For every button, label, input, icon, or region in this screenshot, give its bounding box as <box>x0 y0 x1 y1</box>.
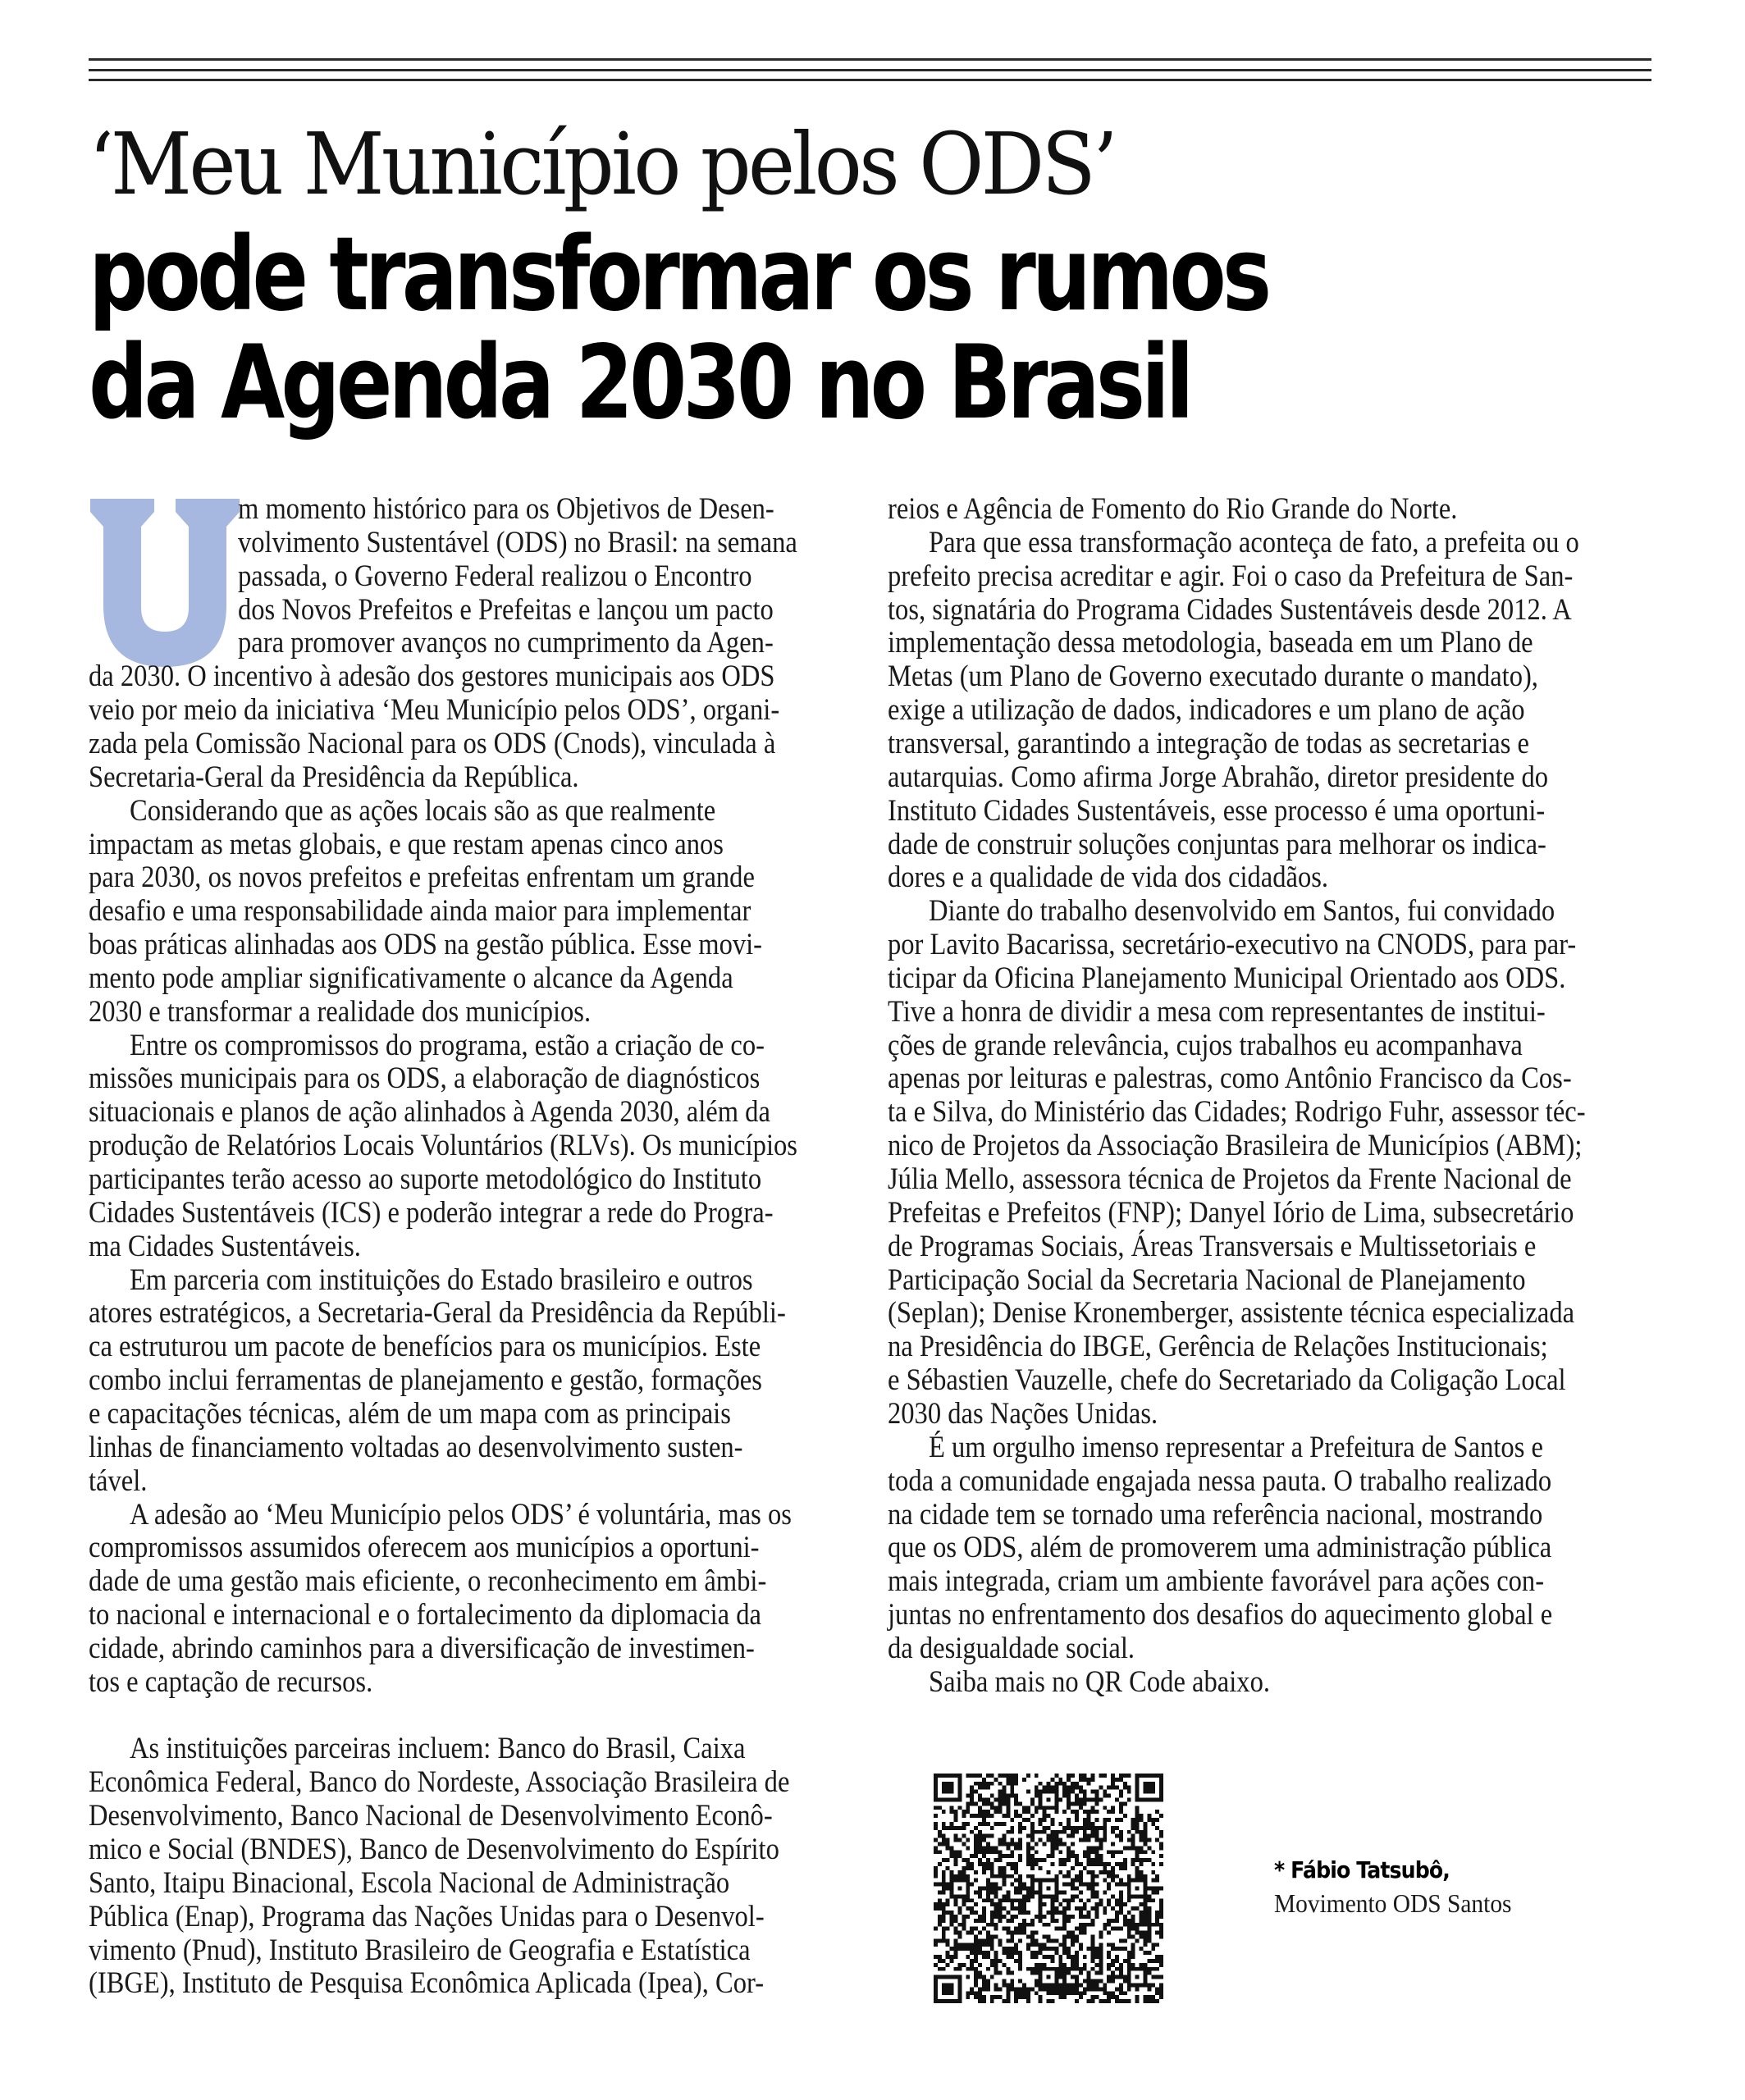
text-line: prefeito precisa acreditar e agir. Foi o caso da Prefeitura de San- <box>888 559 1574 593</box>
text-line: situacionais e planos de ação alinhados à Agenda 2030, além da <box>89 1095 770 1130</box>
text-line: passada, o Governo Federal realizou o Encontro <box>238 559 752 593</box>
text-line: produção de Relatórios Locais Voluntários (RLVs). Os municípios <box>89 1129 797 1163</box>
text-line: dade de uma gestão mais eficiente, o reconhecimento em âmbi- <box>89 1564 767 1599</box>
text-line: cidade, abrindo caminhos para a diversificação de investimen- <box>89 1631 755 1665</box>
text-line: (IBGE), Instituto de Pesquisa Econômica Aplicada (Ipea), Cor- <box>89 1966 765 2001</box>
text-line: missões municipais para os ODS, a elaboração de diagnósticos <box>89 1061 761 1096</box>
headline-line-3: da Agenda 2030 no Brasil <box>89 324 1190 442</box>
text-line: dores e a qualidade de vida dos cidadãos. <box>888 861 1329 895</box>
text-line: (Seplan); Denise Kronemberger, assistente técnica especializada <box>888 1296 1575 1331</box>
text-line: ções de grande relevância, cujos trabalhos eu acompanhava <box>888 1028 1523 1062</box>
text-line: ta e Silva, do Ministério das Cidades; Rodrigo Fuhr, assessor téc- <box>888 1095 1586 1130</box>
text-line: tável. <box>89 1463 148 1498</box>
text-line: ca estruturou um pacote de benefícios para os municípios. Este <box>89 1330 761 1364</box>
text-line: Instituto Cidades Sustentáveis, esse processo é uma oportuni- <box>888 793 1546 828</box>
text-line: volvimento Sustentável (ODS) no Brasil: na semana <box>238 525 797 559</box>
text-line: combo inclui ferramentas de planejamento e gestão, formações <box>89 1363 762 1398</box>
top-rule-1 <box>89 58 1651 61</box>
text-line: reios e Agência de Fomento do Rio Grande do Norte. <box>888 492 1458 526</box>
text-line: Secretaria-Geral da Presidência da República. <box>89 760 579 794</box>
text-line: transversal, garantindo a integração de todas as secretarias e <box>888 726 1529 760</box>
text-line: apenas por leituras e palestras, como Antônio Francisco da Cos- <box>888 1061 1572 1096</box>
text-line: Participação Social da Secretaria Nacional de Planejamento <box>888 1262 1526 1297</box>
text-line: linhas de financiamento voltadas ao desenvolvimento susten- <box>89 1430 743 1464</box>
text-line: que os ODS, além de promoverem uma administração pública <box>888 1531 1552 1565</box>
text-line: Em parceria com instituições do Estado brasileiro e outros <box>130 1262 753 1297</box>
text-line: A adesão ao ‘Meu Município pelos ODS’ é voluntária, mas os <box>130 1497 792 1532</box>
text-line: ticipar da Oficina Planejamento Municipal Orientado aos ODS. <box>888 961 1566 995</box>
headline-kicker: ‘Meu Município pelos ODS’ <box>89 114 1116 214</box>
text-line: dade de construir soluções conjuntas para melhorar os indica- <box>888 827 1546 861</box>
text-line: na Presidência do IBGE, Gerência de Relações Institucionais; <box>888 1330 1548 1364</box>
text-line: 2030 e transformar a realidade dos municípios. <box>89 994 592 1029</box>
text-line: tos, signatária do Programa Cidades Sustentáveis desde 2012. A <box>888 592 1572 627</box>
text-line: veio por meio da iniciativa ‘Meu Município pelos ODS’, organi- <box>89 693 780 728</box>
author-byline <box>1274 1854 1533 1920</box>
text-line: de Programas Sociais, Áreas Transversais e Multissetoriais e <box>888 1229 1537 1263</box>
top-rule-3 <box>89 79 1651 81</box>
text-line: 2030 das Nações Unidas. <box>888 1396 1158 1431</box>
text-line: m momento histórico para os Objetivos de Desen- <box>238 492 774 526</box>
text-line: mais integrada, criam um ambiente favorável para ações con- <box>888 1564 1545 1599</box>
qr-code[interactable] <box>934 1774 1163 2003</box>
text-line: Entre os compromissos do programa, estão a criação de co- <box>130 1028 765 1062</box>
text-line: Diante do trabalho desenvolvido em Santos, fui convidado <box>929 894 1555 929</box>
text-line: mento pode ampliar significativamente o alcance da Agenda <box>89 961 733 995</box>
text-line: e capacitações técnicas, além de um mapa com as principais <box>89 1396 731 1431</box>
text-line: Econômica Federal, Banco do Nordeste, Associação Brasileira de <box>89 1765 790 1800</box>
text-line: autarquias. Como afirma Jorge Abrahão, diretor presidente do <box>888 760 1549 794</box>
author-name: * Fábio Tatsubô, <box>1274 1856 1450 1883</box>
text-line: dos Novos Prefeitos e Prefeitas e lançou um pacto <box>238 592 774 627</box>
text-line: tos e captação de recursos. <box>89 1664 373 1699</box>
text-line: exige a utilização de dados, indicadores e um plano de ação <box>888 693 1525 728</box>
text-line: Pública (Enap), Programa das Nações Unidas para o Desenvol- <box>89 1899 765 1933</box>
text-line: mico e Social (BNDES), Banco de Desenvolvimento do Espírito <box>89 1833 779 1866</box>
text-line: Desenvolvimento, Banco Nacional de Desenvolvimento Econô- <box>89 1799 773 1833</box>
text-line: na cidade tem se tornado uma referência nacional, mostrando <box>888 1497 1543 1532</box>
text-line: para promover avanços no cumprimento da Agen- <box>238 626 774 660</box>
text-line: e Sébastien Vauzelle, chefe do Secretariado da Coligação Local <box>888 1363 1566 1398</box>
text-line: Santo, Itaipu Binacional, Escola Nacional de Administração <box>89 1865 730 1900</box>
text-line: compromissos assumidos oferecem aos municípios a oportuni- <box>89 1531 760 1565</box>
text-line: para 2030, os novos prefeitos e prefeitas enfrentam um grande <box>89 861 755 895</box>
drop-cap-u <box>90 499 240 667</box>
text-line: Para que essa transformação aconteça de fato, a prefeita ou o <box>929 525 1579 559</box>
text-line: Júlia Mello, assessora técnica de Projetos da Frente Nacional de <box>888 1162 1572 1196</box>
text-line: por Lavito Bacarissa, secretário-executivo na CNODS, para par- <box>888 928 1577 962</box>
text-line: Metas (um Plano de Governo executado durante o mandato), <box>888 660 1538 694</box>
text-line: Saiba mais no QR Code abaixo. <box>929 1664 1270 1699</box>
text-line: boas práticas alinhadas aos ODS na gestão pública. Esse movi- <box>89 928 763 962</box>
text-line: impactam as metas globais, e que restam apenas cinco anos <box>89 827 724 861</box>
text-line: da 2030. O incentivo à adesão dos gestores municipais aos ODS <box>89 660 775 694</box>
text-line: Considerando que as ações locais são as que realmente <box>130 793 716 828</box>
text-line: As instituições parceiras incluem: Banco do Brasil, Caixa <box>130 1732 746 1766</box>
headline-line-2: pode transformar os rumos <box>89 216 1268 334</box>
top-rule-2 <box>89 69 1651 71</box>
text-line: É um orgulho imenso representar a Prefeitura de Santos e <box>929 1430 1543 1464</box>
text-line: implementação dessa metodologia, baseada em um Plano de <box>888 626 1533 660</box>
text-line: atores estratégicos, a Secretaria-Geral da Presidência da Repúbli- <box>89 1296 786 1331</box>
text-line: juntas no enfrentamento dos desafios do aquecimento global e <box>888 1598 1553 1632</box>
text-line: nico de Projetos da Associação Brasileira de Municípios (ABM); <box>888 1129 1583 1163</box>
text-line: to nacional e internacional e o fortalecimento da diplomacia da <box>89 1598 761 1632</box>
text-line: da desigualdade social. <box>888 1631 1135 1665</box>
text-line: vimento (Pnud), Instituto Brasileiro de Geografia e Estatística <box>89 1933 751 1967</box>
text-line: Prefeitas e Prefeitos (FNP); Danyel Iório de Lima, subsecretário <box>888 1195 1574 1230</box>
text-line: toda a comunidade engajada nessa pauta. O trabalho realizado <box>888 1463 1552 1498</box>
text-line: Cidades Sustentáveis (ICS) e poderão integrar a rede do Progra- <box>89 1195 774 1230</box>
text-line: zada pela Comissão Nacional para os ODS (Cnods), vinculada à <box>89 726 776 760</box>
text-line: desafio e uma responsabilidade ainda maior para implementar <box>89 894 751 929</box>
text-line: ma Cidades Sustentáveis. <box>89 1229 361 1263</box>
author-organization: Movimento ODS Santos <box>1274 1888 1512 1918</box>
text-line: participantes terão acesso ao suporte metodológico do Instituto <box>89 1162 762 1196</box>
text-line: Tive a honra de dividir a mesa com representantes de institui- <box>888 994 1546 1029</box>
